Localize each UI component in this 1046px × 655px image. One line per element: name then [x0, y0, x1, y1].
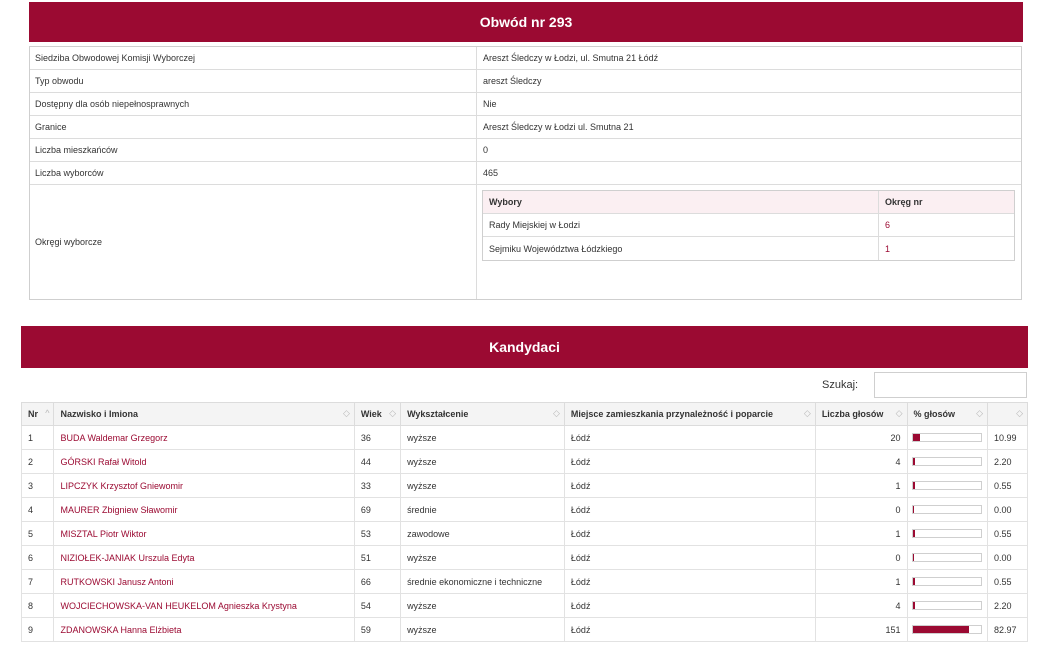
table-row [22, 618, 1028, 642]
cell-votes: 1 [815, 570, 907, 594]
progress-bar-fill [913, 482, 915, 489]
cell-place: Łódź [564, 618, 815, 642]
cell-age: 51 [354, 546, 400, 570]
table-row [22, 522, 1028, 546]
info-row [30, 162, 1021, 185]
search-label: Szukaj: [822, 379, 859, 391]
cell-place: Łódź [564, 498, 815, 522]
cell-nr: 3 [22, 474, 54, 498]
okregi-name: Sejmiku Województwa Łódzkiego [483, 237, 879, 260]
progress-bar-track [912, 457, 982, 466]
cell-nr: 9 [22, 618, 54, 642]
candidate-link[interactable]: NIZIOŁEK-JANIAK Urszula Edyta [60, 552, 195, 563]
cell-pct: 0.55 [987, 570, 1027, 594]
cell-place: Łódź [564, 570, 815, 594]
sort-arrows-icon: ◇ [342, 408, 350, 418]
info-label: Dostępny dla osób niepełnosprawnych [30, 93, 477, 115]
cell-pct-bar [907, 450, 987, 474]
cell-education: średnie [401, 498, 565, 522]
cell-age: 33 [354, 474, 400, 498]
cell-nr: 4 [22, 498, 54, 522]
candidate-link[interactable]: MAURER Zbigniew Sławomir [60, 504, 178, 515]
cell-votes: 20 [815, 426, 907, 450]
cell-place: Łódź [564, 426, 815, 450]
cell-age: 69 [354, 498, 400, 522]
table-row [22, 426, 1028, 450]
table-row [22, 594, 1028, 618]
info-row [30, 93, 1021, 116]
cell-votes: 1 [815, 474, 907, 498]
col-header-age[interactable]: Wiek ◇ [354, 403, 400, 426]
cell-education: wyższe [401, 426, 565, 450]
cell-votes: 4 [815, 450, 907, 474]
cell-pct-bar [907, 594, 987, 618]
progress-bar-fill [913, 602, 915, 609]
progress-bar-fill [913, 458, 915, 465]
candidate-link[interactable]: GÓRSKI Rafał Witold [60, 456, 147, 467]
progress-bar-fill [913, 578, 915, 585]
cell-age: 36 [354, 426, 400, 450]
table-row [22, 498, 1028, 522]
table-row [22, 450, 1028, 474]
cell-name [54, 594, 354, 618]
cell-pct: 0.00 [987, 498, 1027, 522]
info-row [30, 116, 1021, 139]
info-value: Areszt Śledczy w Łodzi ul. Smutna 21 [483, 122, 634, 132]
progress-bar-track [912, 481, 982, 490]
cell-education: wyższe [401, 618, 565, 642]
col-header-place[interactable]: Miejsce zamieszkania przynależność i poparcie ◇ [564, 403, 815, 426]
info-row [30, 139, 1021, 162]
cell-education: wyższe [401, 546, 565, 570]
col-header-nr[interactable]: Nr ^ [22, 403, 54, 426]
cell-pct-bar [907, 498, 987, 522]
cell-age: 66 [354, 570, 400, 594]
okregi-header-nr: Okręg nr [885, 197, 923, 207]
cell-name [54, 570, 354, 594]
info-value: 465 [483, 168, 499, 178]
col-header-votes[interactable]: Liczba głosów ◇ [815, 403, 907, 426]
progress-bar-track [912, 553, 982, 562]
district-title: Obwód nr 293 [479, 14, 573, 30]
progress-bar-fill [913, 626, 969, 633]
info-row [30, 47, 1021, 70]
table-row [22, 570, 1028, 594]
okregi-header-row [483, 191, 1014, 214]
cell-votes: 1 [815, 522, 907, 546]
progress-bar-track [912, 505, 982, 514]
cell-age: 54 [354, 594, 400, 618]
info-value: Areszt Śledczy w Łodzi, ul. Smutna 21 Łódź [483, 53, 659, 63]
cell-place: Łódź [564, 474, 815, 498]
candidate-link[interactable]: RUTKOWSKI Janusz Antoni [60, 576, 174, 587]
cell-place: Łódź [564, 594, 815, 618]
cell-pct-bar [907, 474, 987, 498]
sort-arrows-icon: ◇ [1016, 408, 1023, 418]
cell-age: 44 [354, 450, 400, 474]
cell-votes: 0 [815, 546, 907, 570]
cell-place: Łódź [564, 450, 815, 474]
col-header-education[interactable]: Wykształcenie ◇ [401, 403, 565, 426]
col-header-pct-value[interactable] [987, 403, 1027, 426]
cell-pct-bar [907, 618, 987, 642]
candidate-link[interactable]: ZDANOWSKA Hanna Elżbieta [60, 624, 182, 635]
col-header-name[interactable]: Nazwisko i Imiona ◇ [54, 403, 354, 426]
cell-pct: 0.55 [987, 474, 1027, 498]
progress-bar-track [912, 529, 982, 538]
cell-nr: 7 [22, 570, 54, 594]
candidates-table [21, 402, 1028, 642]
info-label: Siedziba Obwodowej Komisji Wyborczej [30, 47, 477, 69]
okregi-name: Rady Miejskiej w Łodzi [483, 214, 879, 236]
cell-votes: 0 [815, 498, 907, 522]
cell-education: wyższe [401, 450, 565, 474]
cell-votes: 151 [815, 618, 907, 642]
cell-name [54, 474, 354, 498]
candidate-link[interactable]: MISZTAL Piotr Wiktor [60, 528, 147, 539]
cell-place: Łódź [564, 546, 815, 570]
info-label: Liczba mieszkańców [30, 139, 477, 161]
cell-name [54, 498, 354, 522]
progress-bar-fill [913, 554, 914, 561]
cell-nr: 5 [22, 522, 54, 546]
sort-arrows-icon: ◇ [553, 408, 560, 418]
sort-arrows-icon: ◇ [895, 408, 903, 418]
table-row [22, 474, 1028, 498]
cell-pct: 2.20 [987, 450, 1027, 474]
cell-pct: 0.00 [987, 546, 1027, 570]
cell-education: wyższe [401, 474, 565, 498]
col-header-pct[interactable]: % głosów ◇ [907, 403, 987, 426]
candidates-title: Kandydaci [489, 339, 560, 355]
info-label: Liczba wyborców [30, 162, 477, 184]
cell-pct: 0.55 [987, 522, 1027, 546]
cell-name [54, 546, 354, 570]
cell-pct: 10.99 [987, 426, 1027, 450]
sort-asc-icon: ^ [45, 408, 50, 418]
cell-education: wyższe [401, 594, 565, 618]
candidate-link[interactable]: BUDA Waldemar Grzegorz [60, 432, 168, 443]
info-label: Okręgi wyborcze [30, 185, 477, 299]
cell-education: zawodowe [401, 522, 565, 546]
cell-nr: 8 [22, 594, 54, 618]
cell-nr: 1 [22, 426, 54, 450]
cell-name [54, 426, 354, 450]
cell-nr: 6 [22, 546, 54, 570]
progress-bar-fill [913, 506, 914, 513]
cell-pct: 82.97 [987, 618, 1027, 642]
cell-name [54, 522, 354, 546]
cell-nr: 2 [22, 450, 54, 474]
info-row [30, 70, 1021, 93]
district-title-bar [29, 2, 1023, 42]
progress-bar-fill [913, 434, 920, 441]
candidate-link[interactable]: WOJCIECHOWSKA-VAN HEUKELOM Agnieszka Krystyna [60, 600, 297, 611]
search-input[interactable] [874, 372, 1027, 398]
candidate-link[interactable]: LIPCZYK Krzysztof Gniewomir [60, 480, 183, 491]
cell-name [54, 618, 354, 642]
info-value: areszt Śledczy [483, 76, 542, 86]
okregi-table [482, 190, 1015, 261]
okregi-row [483, 237, 1014, 260]
okregi-nr: 6 [885, 220, 891, 230]
sort-arrows-icon: ◇ [389, 408, 397, 418]
cell-votes: 4 [815, 594, 907, 618]
progress-bar-fill [913, 530, 915, 537]
info-value: 0 [483, 145, 489, 155]
info-label: Granice [30, 116, 477, 138]
district-info-table [29, 46, 1022, 300]
cell-education: średnie ekonomiczne i techniczne [401, 570, 565, 594]
progress-bar-track [912, 577, 982, 586]
cell-pct-bar [907, 522, 987, 546]
okregi-row [483, 214, 1014, 237]
okregi-header-wybory: Wybory [483, 191, 879, 213]
info-value: Nie [483, 99, 497, 109]
sort-arrows-icon: ◇ [803, 408, 811, 418]
candidates-header-row [22, 403, 1028, 426]
cell-age: 59 [354, 618, 400, 642]
sort-arrows-icon: ◇ [976, 408, 983, 418]
cell-name [54, 450, 354, 474]
progress-bar-track [912, 625, 982, 634]
cell-age: 53 [354, 522, 400, 546]
cell-pct-bar [907, 426, 987, 450]
cell-place: Łódź [564, 522, 815, 546]
cell-pct: 2.20 [987, 594, 1027, 618]
progress-bar-track [912, 601, 982, 610]
progress-bar-track [912, 433, 982, 442]
cell-pct-bar [907, 546, 987, 570]
cell-pct-bar [907, 570, 987, 594]
table-row [22, 546, 1028, 570]
info-label: Typ obwodu [30, 70, 477, 92]
candidates-title-bar [21, 326, 1028, 368]
okregi-nr: 1 [885, 243, 891, 254]
